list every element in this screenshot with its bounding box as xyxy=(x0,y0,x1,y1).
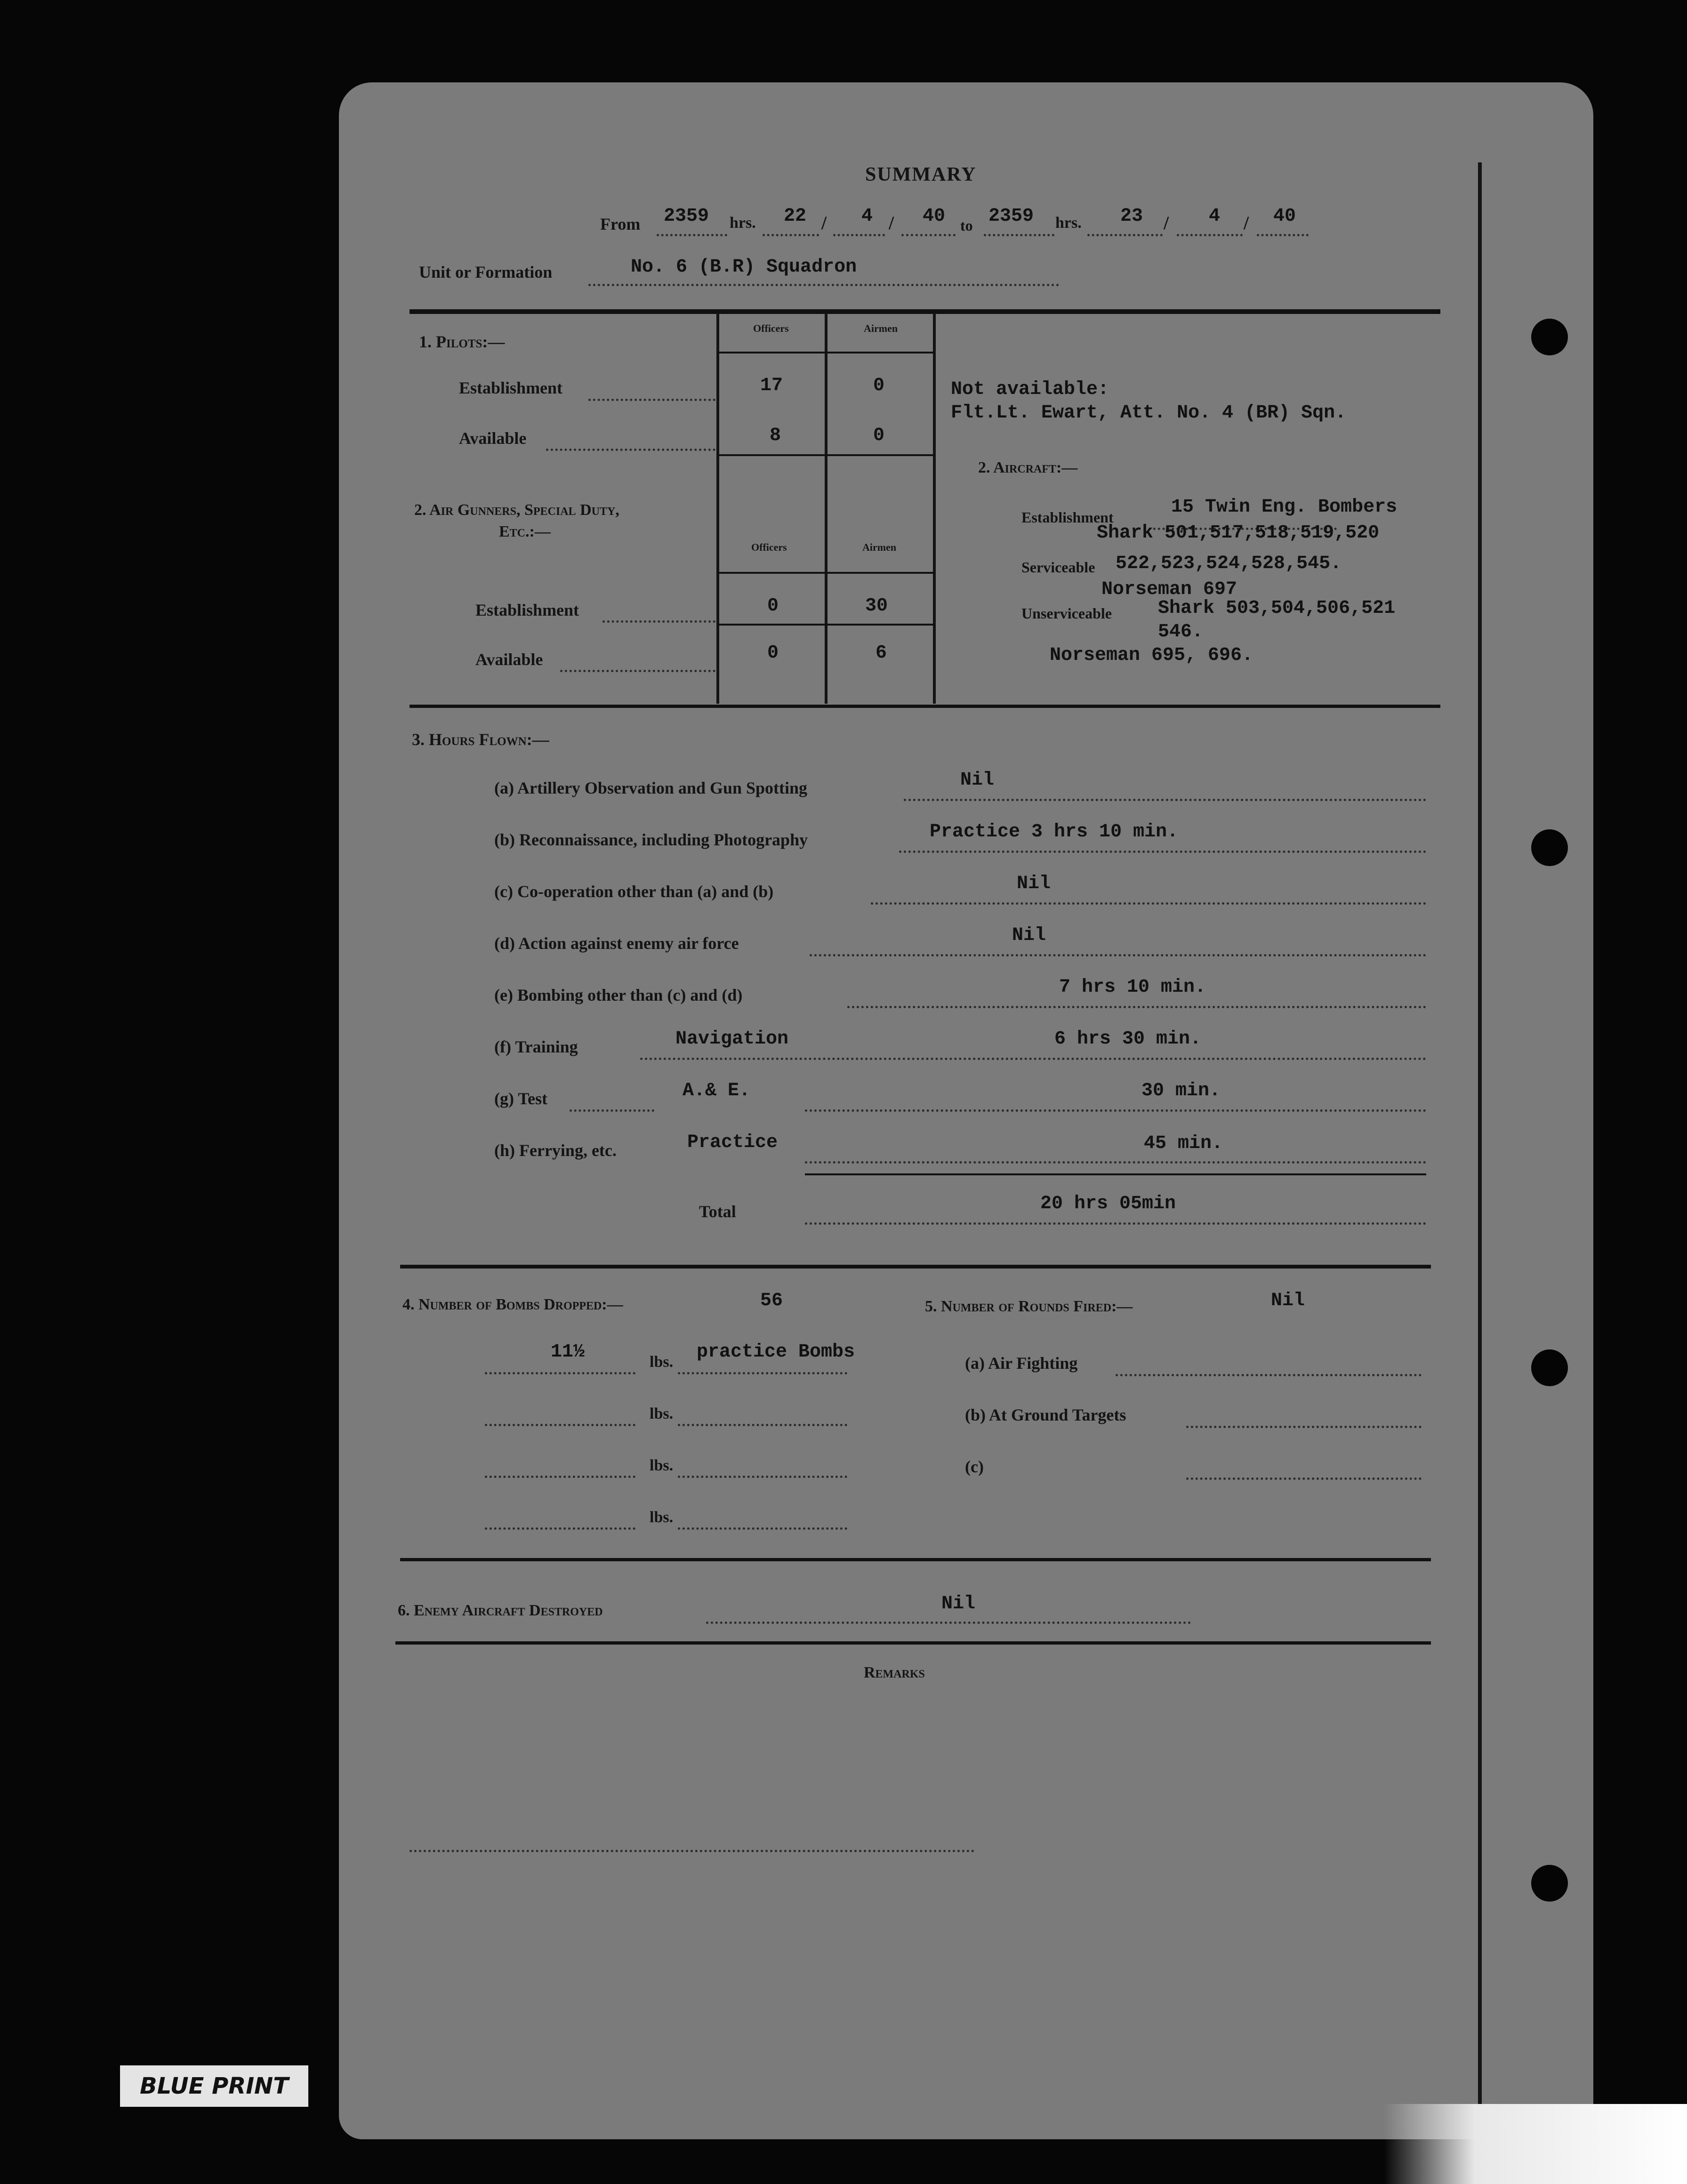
from-month-line xyxy=(833,234,885,236)
to-time: 2359 xyxy=(988,206,1034,227)
hours-total-rule xyxy=(805,1173,1426,1175)
pilots-available-airmen: 0 xyxy=(873,425,885,446)
hours-row-h-label: (h) Ferrying, etc. xyxy=(494,1141,617,1160)
enemy-value: Nil xyxy=(941,1593,976,1614)
slash-4: / xyxy=(1244,212,1249,233)
pilots-establishment-line xyxy=(588,399,715,401)
rounds-value: Nil xyxy=(1271,1290,1305,1311)
from-day: 22 xyxy=(784,206,807,227)
enemy-line xyxy=(706,1622,1191,1624)
bombs-weight-line-1 xyxy=(485,1372,635,1374)
rounds-c-label: (c) xyxy=(965,1457,984,1476)
pilots-establishment-airmen: 0 xyxy=(873,375,885,396)
aircraft-serviceable-line2: 522,523,524,528,545. xyxy=(1116,553,1342,574)
to-label: to xyxy=(960,217,973,234)
table-col-line-1 xyxy=(716,313,719,704)
remarks-heading: Remarks xyxy=(864,1664,925,1681)
table-row-rule-3 xyxy=(718,624,934,626)
unit-line xyxy=(588,284,1059,286)
bombs-weight-line-2 xyxy=(485,1424,635,1426)
gunners-available-label: Available xyxy=(475,650,543,669)
remarks-line xyxy=(410,1850,974,1852)
binder-hole-2 xyxy=(1531,829,1568,866)
enemy-label: 6. Enemy Aircraft Destroyed xyxy=(398,1602,603,1619)
form-title: SUMMARY xyxy=(865,164,977,185)
rounds-b-line xyxy=(1186,1426,1422,1428)
from-month: 4 xyxy=(861,206,873,227)
hours-heading: 3. Hours Flown:— xyxy=(412,730,549,749)
unit-value: No. 6 (B.R) Squadron xyxy=(631,257,857,278)
slash-1: / xyxy=(821,212,827,233)
hours-row-h-sub: Practice xyxy=(687,1132,778,1153)
hours-row-e-label: (e) Bombing other than (c) and (d) xyxy=(494,986,743,1004)
hours-row-f-label: (f) Training xyxy=(494,1037,578,1056)
binder-hole-4 xyxy=(1531,1865,1568,1902)
from-hrs-label: hrs. xyxy=(730,214,756,232)
bombs-weight: 11½ xyxy=(551,1341,585,1363)
aircraft-serviceable-line1: Shark 501,517,518,519,520 xyxy=(1097,522,1380,544)
rounds-heading: 5. Number of Rounds Fired:— xyxy=(925,1298,1133,1315)
slash-2: / xyxy=(889,212,894,233)
gunners-establishment-label: Establishment xyxy=(475,601,579,619)
gunners-col-airmen: Airmen xyxy=(862,541,897,553)
to-year-line xyxy=(1257,234,1309,236)
pilots-available-label: Available xyxy=(459,429,527,448)
aircraft-unserviceable-label: Unserviceable xyxy=(1021,605,1112,622)
gunners-col-officers: Officers xyxy=(751,541,787,553)
hours-row-g-line xyxy=(805,1109,1426,1112)
gunners-establishment-officers: 0 xyxy=(767,595,779,617)
hours-row-b-line xyxy=(899,851,1426,853)
bombs-type-line-2 xyxy=(678,1424,847,1426)
pilots-note-line1: Not available: xyxy=(951,379,1109,400)
aircraft-establishment-label: Establishment xyxy=(1021,509,1114,526)
from-year: 40 xyxy=(923,206,946,227)
rounds-a-line xyxy=(1116,1374,1422,1376)
hours-row-d-value: Nil xyxy=(1012,925,1046,946)
rule-hours-bottom xyxy=(400,1265,1431,1269)
pilots-col-officers: Officers xyxy=(753,322,789,334)
gunners-establishment-line xyxy=(602,620,715,623)
hours-row-e-line xyxy=(847,1006,1426,1008)
to-month: 4 xyxy=(1209,206,1221,227)
hours-row-d-line xyxy=(810,954,1426,956)
hours-row-c-value: Nil xyxy=(1017,873,1051,894)
hours-row-f-line xyxy=(640,1058,1426,1060)
from-time: 2359 xyxy=(664,206,709,227)
rule-header xyxy=(410,309,1440,314)
aircraft-unserviceable-line2: 546. xyxy=(1158,621,1204,642)
aircraft-heading: 2. Aircraft:— xyxy=(978,459,1078,476)
table-col-line-2 xyxy=(825,313,827,704)
aircraft-unserviceable-line3: Norseman 695, 696. xyxy=(1050,645,1253,666)
aircraft-establishment-value: 15 Twin Eng. Bombers xyxy=(1171,497,1398,518)
hours-row-g-label: (g) Test xyxy=(494,1089,548,1108)
hours-row-a-value: Nil xyxy=(960,770,995,791)
bombs-lbs-label-1: lbs. xyxy=(650,1353,674,1371)
bombs-count: 56 xyxy=(760,1290,783,1311)
hours-row-g-line-left xyxy=(570,1109,654,1112)
to-time-line xyxy=(984,234,1054,236)
gunners-heading-line1: 2. Air Gunners, Special Duty, xyxy=(414,501,619,519)
hours-row-h-line xyxy=(805,1161,1426,1164)
scan-glare xyxy=(1384,2104,1687,2184)
hours-total-value: 20 hrs 05min xyxy=(1040,1193,1176,1214)
binder-hole-3 xyxy=(1531,1349,1568,1386)
rounds-b-label: (b) At Ground Targets xyxy=(965,1405,1126,1424)
bombs-weight-line-3 xyxy=(485,1476,635,1478)
from-label: From xyxy=(600,215,641,233)
blue-print-tag: BLUE PRINT xyxy=(120,2065,308,2107)
hours-total-line xyxy=(805,1222,1426,1225)
hours-row-g-sub: A.& E. xyxy=(683,1080,751,1101)
table-row-rule-1 xyxy=(718,454,934,456)
pilots-heading: 1. Pilots:— xyxy=(419,332,505,351)
table-header-rule xyxy=(718,352,934,353)
hours-row-g-value: 30 min. xyxy=(1141,1080,1221,1101)
gunners-available-airmen: 6 xyxy=(876,642,887,664)
hours-row-h-value: 45 min. xyxy=(1144,1133,1223,1154)
to-year: 40 xyxy=(1273,206,1296,227)
bombs-lbs-label-4: lbs. xyxy=(650,1509,674,1526)
binder-hole-1 xyxy=(1531,319,1568,355)
hours-row-a-label: (a) Artillery Observation and Gun Spotting xyxy=(494,779,808,797)
hours-row-d-label: (d) Action against enemy air force xyxy=(494,934,739,953)
rounds-c-line xyxy=(1186,1477,1422,1480)
bombs-weight-line-4 xyxy=(485,1527,635,1530)
slash-3: / xyxy=(1164,212,1169,233)
table-row-rule-2 xyxy=(718,572,934,574)
gunners-heading-line2: Etc.:— xyxy=(499,523,551,540)
hours-row-c-line xyxy=(871,902,1426,905)
gunners-available-officers: 0 xyxy=(767,642,779,664)
rule-bombs-bottom xyxy=(400,1558,1431,1561)
hours-row-c-label: (c) Co-operation other than (a) and (b) xyxy=(494,882,774,901)
bombs-lbs-label-3: lbs. xyxy=(650,1457,674,1474)
to-day: 23 xyxy=(1120,206,1143,227)
aircraft-unserviceable-line1: Shark 503,504,506,521 xyxy=(1158,598,1396,619)
from-time-line xyxy=(657,234,727,236)
pilots-note-line2: Flt.Lt. Ewart, Att. No. 4 (BR) Sqn. xyxy=(951,402,1347,424)
form-sheet xyxy=(339,82,1593,2139)
right-border-line xyxy=(1478,162,1482,2139)
bombs-type-line-1 xyxy=(678,1372,847,1374)
from-year-line xyxy=(901,234,956,236)
gunners-establishment-airmen: 30 xyxy=(865,595,888,617)
hours-row-f-sub: Navigation xyxy=(675,1028,789,1050)
pilots-available-line xyxy=(546,449,715,451)
rule-enemy-bottom xyxy=(395,1641,1431,1645)
aircraft-serviceable-label: Serviceable xyxy=(1021,559,1095,576)
rule-table-bottom xyxy=(410,705,1440,708)
pilots-col-airmen: Airmen xyxy=(864,322,898,334)
bombs-heading: 4. Number of Bombs Dropped:— xyxy=(402,1296,623,1313)
table-col-line-3 xyxy=(933,313,936,704)
to-day-line xyxy=(1087,234,1163,236)
pilots-establishment-officers: 17 xyxy=(760,375,783,396)
hours-row-b-value: Practice 3 hrs 10 min. xyxy=(930,821,1179,843)
pilots-available-officers: 8 xyxy=(770,425,781,446)
unit-label: Unit or Formation xyxy=(419,263,553,281)
aircraft-serviceable-line3: Norseman 697 xyxy=(1101,579,1237,600)
hours-row-e-value: 7 hrs 10 min. xyxy=(1059,977,1206,998)
pilots-establishment-label: Establishment xyxy=(459,378,563,397)
hours-row-f-value: 6 hrs 30 min. xyxy=(1054,1028,1202,1050)
hours-row-a-line xyxy=(904,799,1426,801)
hours-row-b-label: (b) Reconnaissance, including Photography xyxy=(494,830,808,849)
bombs-type-line-4 xyxy=(678,1527,847,1530)
rounds-a-label: (a) Air Fighting xyxy=(965,1354,1078,1373)
to-month-line xyxy=(1177,234,1243,236)
to-hrs-label: hrs. xyxy=(1055,214,1082,232)
hours-total-label: Total xyxy=(699,1202,736,1221)
gunners-available-line xyxy=(560,670,715,672)
bombs-type: practice Bombs xyxy=(697,1341,855,1363)
bombs-lbs-label-2: lbs. xyxy=(650,1405,674,1422)
bombs-type-line-3 xyxy=(678,1476,847,1478)
from-day-line xyxy=(763,234,819,236)
